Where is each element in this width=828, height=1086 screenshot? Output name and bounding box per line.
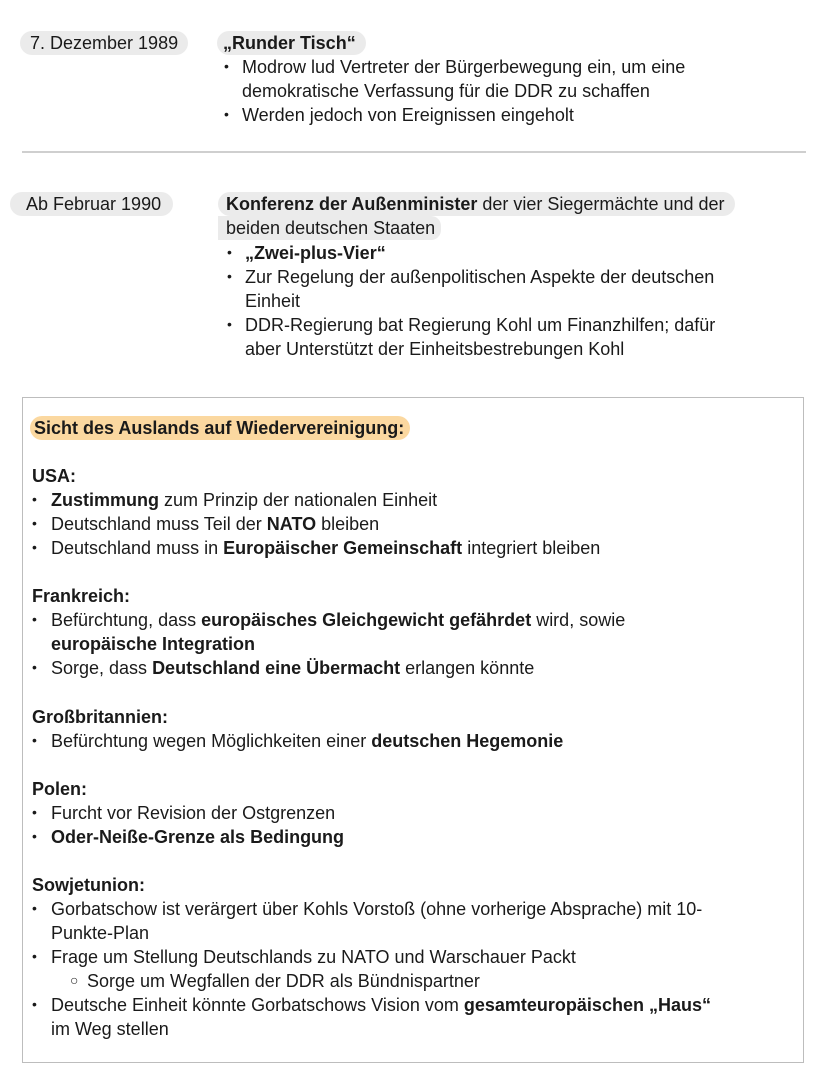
list-item: Oder-Neiße-Grenze als Bedingung <box>51 827 345 847</box>
list-item: Deutschland muss in Europäischer Gemeinschaft integriert bleiben <box>51 538 601 558</box>
list-item: Modrow lud Vertreter der Bürgerbewegung ein, um eine <box>242 57 686 77</box>
list-item: Deutsche Einheit könnte Gorbatschows Vision vom gesamteuropäischen „Haus“ <box>51 995 711 1015</box>
bullet-icon: • <box>224 106 229 122</box>
sub-list-item: Sorge um Wegfallen der DDR als Bündnispartner <box>87 971 480 991</box>
country-heading-usa: USA: <box>32 466 76 486</box>
list-item: Frage um Stellung Deutschlands zu NATO und Warschauer Packt <box>51 947 576 967</box>
country-heading-grossbritannien: Großbritannien: <box>32 707 168 727</box>
list-item: Gorbatschow ist verärgert über Kohls Vorstoß (ohne vorherige Absprache) mit 10- <box>51 899 703 919</box>
date-badge-dec-1989: 7. Dezember 1989 <box>20 31 188 55</box>
bullet-icon: • <box>32 828 37 844</box>
bullet-icon: • <box>32 804 37 820</box>
country-heading-sowjetunion: Sowjetunion: <box>32 875 145 895</box>
bullet-icon: • <box>32 900 37 916</box>
list-item: Befürchtung wegen Möglichkeiten einer deutschen Hegemonie <box>51 731 564 751</box>
list-item: Zustimmung zum Prinzip der nationalen Einheit <box>51 490 438 510</box>
bullet-icon: • <box>227 316 232 332</box>
bullet-icon: • <box>32 515 37 531</box>
list-item: Deutschland muss Teil der NATO bleiben <box>51 514 380 534</box>
box-heading: Sicht des Auslands auf Wiedervereinigung: <box>30 416 410 440</box>
list-item-continuation: aber Unterstützt der Einheitsbestrebungen Kohl <box>245 339 625 359</box>
list-item: Werden jedoch von Ereignissen eingeholt <box>242 105 574 125</box>
bullet-icon: • <box>224 58 229 74</box>
bullet-icon: • <box>32 539 37 555</box>
country-heading-polen: Polen: <box>32 779 88 799</box>
list-item: Sorge, dass Deutschland eine Übermacht erlangen könnte <box>51 658 535 678</box>
section-title-konferenz-line2: beiden deutschen Staaten <box>218 216 441 240</box>
bullet-icon: • <box>32 491 37 507</box>
bullet-icon: • <box>227 244 232 260</box>
bullet-icon: • <box>227 268 232 284</box>
section-title-konferenz: Konferenz der Außenminister der vier Siegermächte und der <box>218 192 735 216</box>
list-item: DDR-Regierung bat Regierung Kohl um Finanzhilfen; dafür <box>245 315 716 335</box>
list-item-continuation: europäische Integration <box>51 634 256 654</box>
list-item: Befürchtung, dass europäisches Gleichgewicht gefährdet wird, sowie <box>51 610 626 630</box>
section-title-runder-tisch: „Runder Tisch“ <box>217 31 366 55</box>
list-item: Zur Regelung der außenpolitischen Aspekte der deutschen <box>245 267 715 287</box>
list-item-continuation: demokratische Verfassung für die DDR zu schaffen <box>242 81 650 101</box>
sub-bullet-circle-icon: ○ <box>70 972 79 988</box>
list-item-continuation: Einheit <box>245 291 301 311</box>
bullet-icon: • <box>32 948 37 964</box>
date-badge-feb-1990: Ab Februar 1990 <box>10 192 173 216</box>
bullet-icon: • <box>32 611 37 627</box>
country-heading-frankreich: Frankreich: <box>32 586 131 606</box>
list-item: Furcht vor Revision der Ostgrenzen <box>51 803 336 823</box>
list-item: „Zwei-plus-Vier“ <box>245 243 386 263</box>
list-item-continuation: im Weg stellen <box>51 1019 169 1039</box>
section-divider <box>22 151 806 153</box>
bullet-icon: • <box>32 659 37 675</box>
bullet-icon: • <box>32 996 37 1012</box>
bullet-icon: • <box>32 732 37 748</box>
list-item-continuation: Punkte-Plan <box>51 923 150 943</box>
